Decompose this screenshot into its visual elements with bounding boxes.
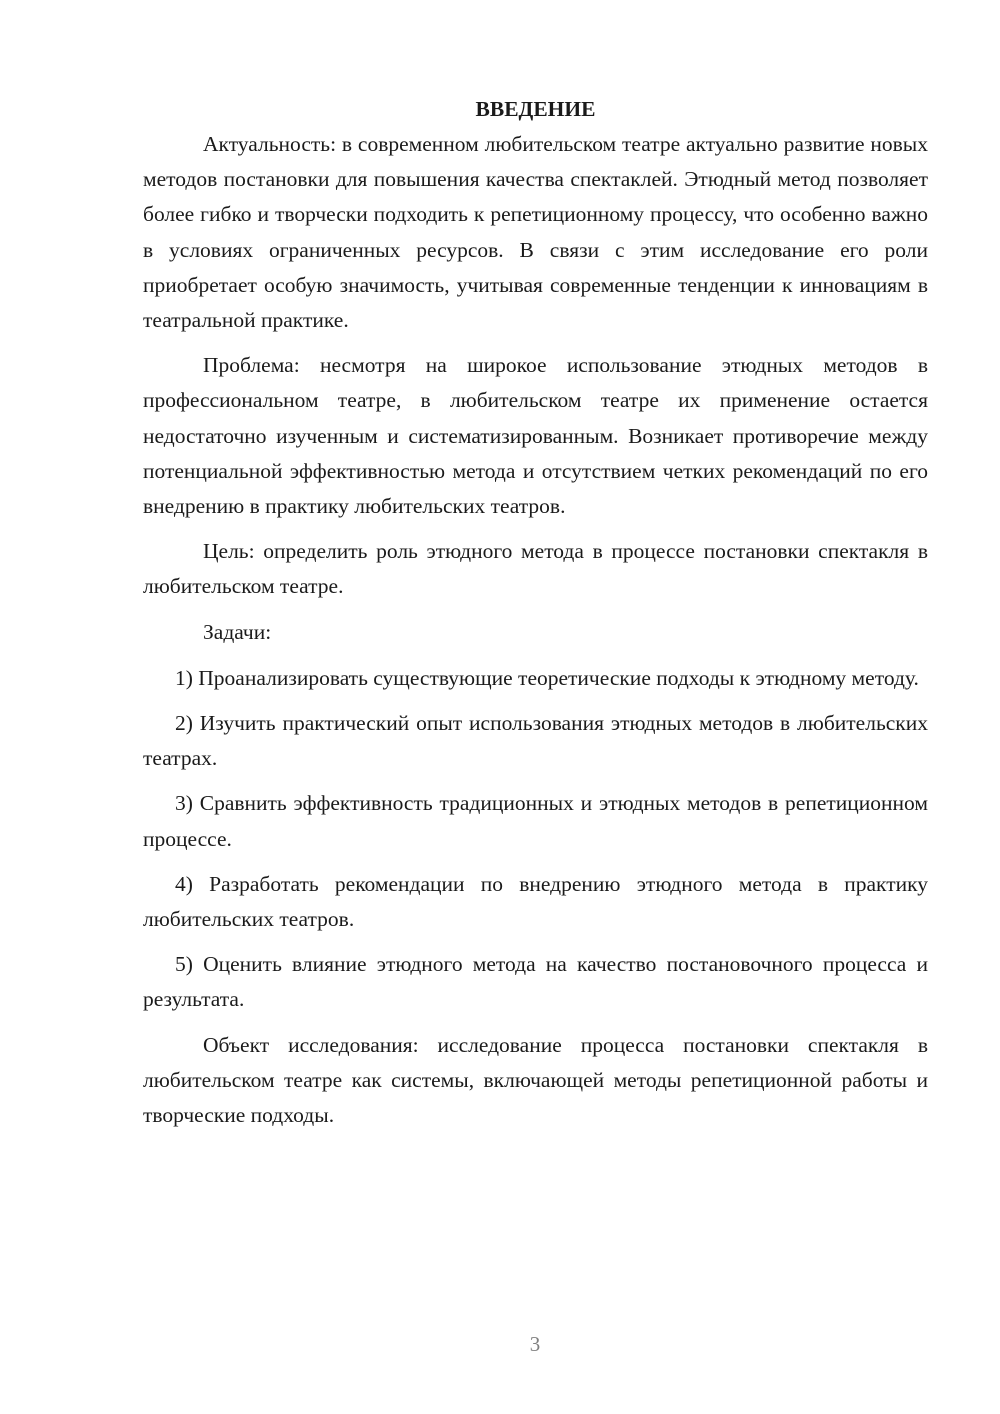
list-item: 2) Изучить практический опыт использования этюдных методов в любительских театрах. bbox=[143, 711, 928, 771]
page-number: 3 bbox=[529, 1332, 541, 1356]
list-item: 4) Разработать рекомендации по внедрению этюдного метода в практику любительских театров. bbox=[143, 871, 928, 932]
page-content bbox=[143, 92, 928, 1133]
paragraph-relevance: Актуальность: в современном любительском театре актуально развитие новых методов постановки для повышения качества спектаклей. Этюдный метод позволяет более гибко и творчески подходить к репетиционному процессу, что особенно важно в условиях ограниченных ресурсов. В связи с этим исследование его роли приобретает особую значимость, учитывая современные тенденции к инновациям в театральной практике. bbox=[143, 132, 928, 333]
list-item: 5) Оценить влияние этюдного метода на качество постановочного процесса и результата. bbox=[143, 952, 928, 1012]
tasks-list bbox=[143, 661, 928, 1018]
tasks-heading: Задачи: bbox=[203, 619, 272, 644]
list-item: 1) Проанализировать существующие теоретические подходы к этюдному методу. bbox=[175, 665, 919, 690]
page-title: ВВЕДЕНИЕ bbox=[475, 97, 596, 121]
paragraph-problem: Проблема: несмотря на широкое использование этюдных методов в профессиональном театре, в любительском театре их применение остается недостаточно изученным и систематизированным. Возникает противоречие между потенциальной эффективностью метода и отсутствием четких рекомендаций по его внедрению в практику любительских театров. bbox=[143, 353, 928, 519]
paragraph-goal: Цель: определить роль этюдного метода в процессе постановки спектакля в любительском театре. bbox=[143, 539, 928, 599]
list-item: 3) Сравнить эффективность традиционных и этюдных методов в репетиционном процессе. bbox=[143, 791, 928, 851]
paragraph-object: Объект исследования: исследование процесса постановки спектакля в любительском театре как системы, включающей методы репетиционной работы и творческие подходы. bbox=[143, 1032, 928, 1128]
